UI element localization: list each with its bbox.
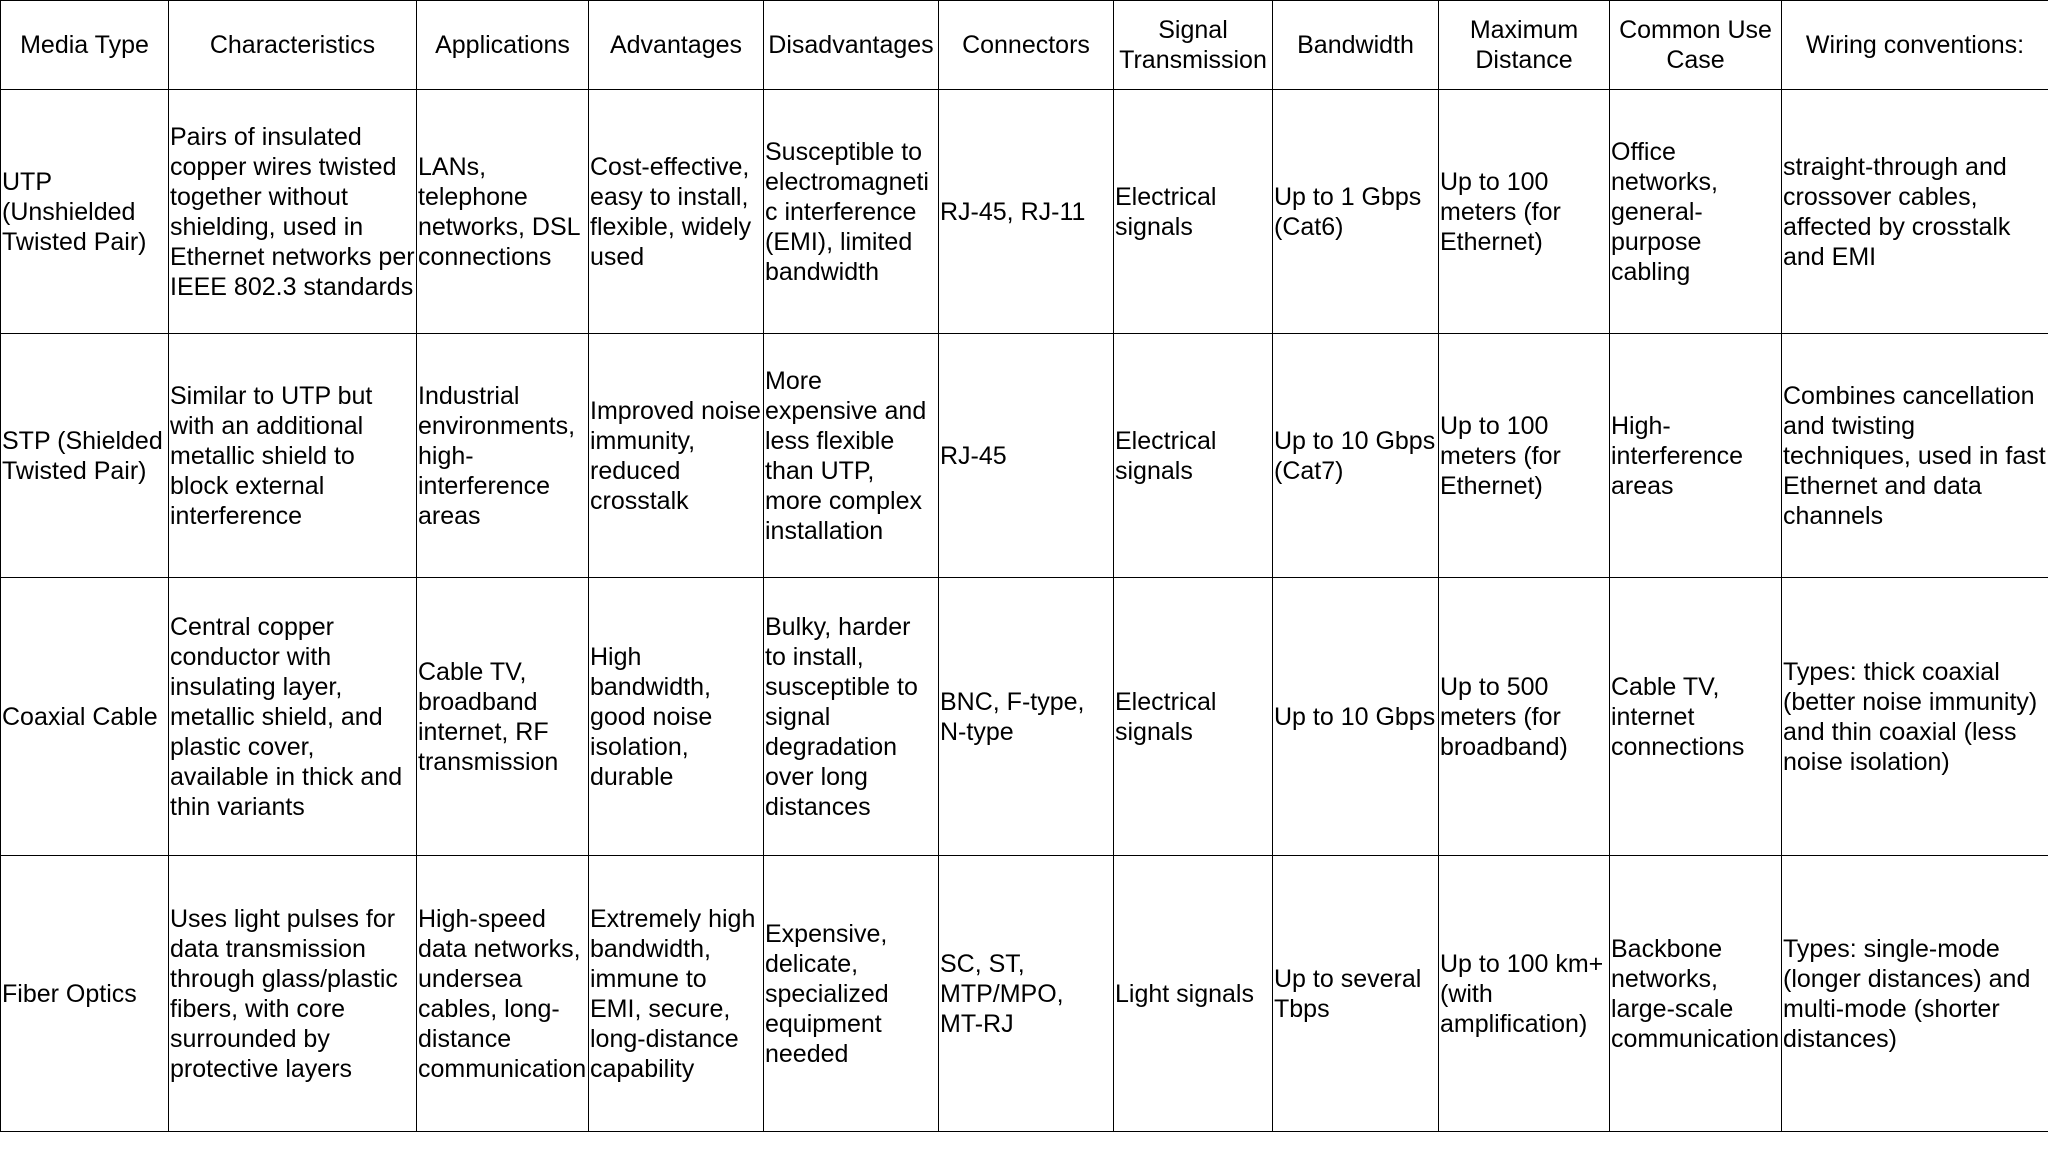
header-bandwidth: Bandwidth — [1273, 1, 1439, 90]
header-disadvantages: Disadvantages — [764, 1, 939, 90]
header-characteristics: Characteristics — [169, 1, 417, 90]
header-advantages: Advantages — [589, 1, 764, 90]
cell-advantages: Extremely high bandwidth, immune to EMI, secure, long-distance capability — [589, 856, 764, 1132]
cell-advantages: Cost-effective, easy to install, flexible, widely used — [589, 90, 764, 334]
cell-connectors: BNC, F-type, N-type — [939, 578, 1114, 856]
cell-disadvantages: Bulky, harder to install, susceptible to signal degradation over long distances — [764, 578, 939, 856]
cell-signal-transmission: Electrical signals — [1114, 578, 1273, 856]
cell-media-type: Coaxial Cable — [1, 578, 169, 856]
cell-media-type: STP (Shielded Twisted Pair) — [1, 334, 169, 578]
cell-characteristics: Pairs of insulated copper wires twisted together without shielding, used in Ethernet networks per IEEE 802.3 standards — [169, 90, 417, 334]
cell-common-use-case: High-interference areas — [1610, 334, 1782, 578]
cell-connectors: RJ-45, RJ-11 — [939, 90, 1114, 334]
cell-maximum-distance: Up to 100 km+ (with amplification) — [1439, 856, 1610, 1132]
cell-signal-transmission: Light signals — [1114, 856, 1273, 1132]
cell-maximum-distance: Up to 500 meters (for broadband) — [1439, 578, 1610, 856]
cell-connectors: SC, ST, MTP/MPO, MT-RJ — [939, 856, 1114, 1132]
cell-media-type: Fiber Optics — [1, 856, 169, 1132]
cell-characteristics: Central copper conductor with insulating layer, metallic shield, and plastic cover, available in thick and thin variants — [169, 578, 417, 856]
cell-wiring-conventions: Types: thick coaxial (better noise immunity) and thin coaxial (less noise isolation) — [1782, 578, 2048, 856]
cell-common-use-case: Cable TV, internet connections — [1610, 578, 1782, 856]
cell-applications: High-speed data networks, undersea cables, long-distance communication — [417, 856, 589, 1132]
cell-bandwidth: Up to several Tbps — [1273, 856, 1439, 1132]
cell-signal-transmission: Electrical signals — [1114, 334, 1273, 578]
cell-disadvantages: Susceptible to electromagnetic interference (EMI), limited bandwidth — [764, 90, 939, 334]
header-row — [1, 1, 2048, 90]
header-common-use-case: Common Use Case — [1610, 1, 1782, 90]
cell-characteristics: Uses light pulses for data transmission through glass/plastic fibers, with core surrounded by protective layers — [169, 856, 417, 1132]
cell-advantages: Improved noise immunity, reduced crosstalk — [589, 334, 764, 578]
cell-common-use-case: Office networks, general-purpose cabling — [1610, 90, 1782, 334]
table-row-fiber — [1, 856, 2048, 1132]
cell-media-type: UTP (Unshielded Twisted Pair) — [1, 90, 169, 334]
cell-advantages: High bandwidth, good noise isolation, durable — [589, 578, 764, 856]
cell-characteristics: Similar to UTP but with an additional metallic shield to block external interference — [169, 334, 417, 578]
cell-common-use-case: Backbone networks, large-scale communication — [1610, 856, 1782, 1132]
header-applications: Applications — [417, 1, 589, 90]
cell-maximum-distance: Up to 100 meters (for Ethernet) — [1439, 90, 1610, 334]
cell-bandwidth: Up to 10 Gbps (Cat7) — [1273, 334, 1439, 578]
cell-wiring-conventions: Types: single-mode (longer distances) and multi-mode (shorter distances) — [1782, 856, 2048, 1132]
header-media-type: Media Type — [1, 1, 169, 90]
cell-disadvantages: Expensive, delicate, specialized equipment needed — [764, 856, 939, 1132]
header-maximum-distance: Maximum Distance — [1439, 1, 1610, 90]
header-signal-transmission: Signal Transmission — [1114, 1, 1273, 90]
cell-applications: Industrial environments, high-interference areas — [417, 334, 589, 578]
cell-wiring-conventions: straight-through and crossover cables, affected by crosstalk and EMI — [1782, 90, 2048, 334]
table-row-coaxial — [1, 578, 2048, 856]
cell-applications: LANs, telephone networks, DSL connections — [417, 90, 589, 334]
cell-connectors: RJ-45 — [939, 334, 1114, 578]
cell-disadvantages: More expensive and less flexible than UTP, more complex installation — [764, 334, 939, 578]
cell-signal-transmission: Electrical signals — [1114, 90, 1273, 334]
cell-applications: Cable TV, broadband internet, RF transmission — [417, 578, 589, 856]
cell-bandwidth: Up to 10 Gbps — [1273, 578, 1439, 856]
header-wiring-conventions: Wiring conventions: — [1782, 1, 2048, 90]
cell-bandwidth: Up to 1 Gbps (Cat6) — [1273, 90, 1439, 334]
cell-wiring-conventions: Combines cancellation and twisting techniques, used in fast Ethernet and data channels — [1782, 334, 2048, 578]
cell-maximum-distance: Up to 100 meters (for Ethernet) — [1439, 334, 1610, 578]
table-row-utp — [1, 90, 2048, 334]
header-connectors: Connectors — [939, 1, 1114, 90]
table-row-stp — [1, 334, 2048, 578]
